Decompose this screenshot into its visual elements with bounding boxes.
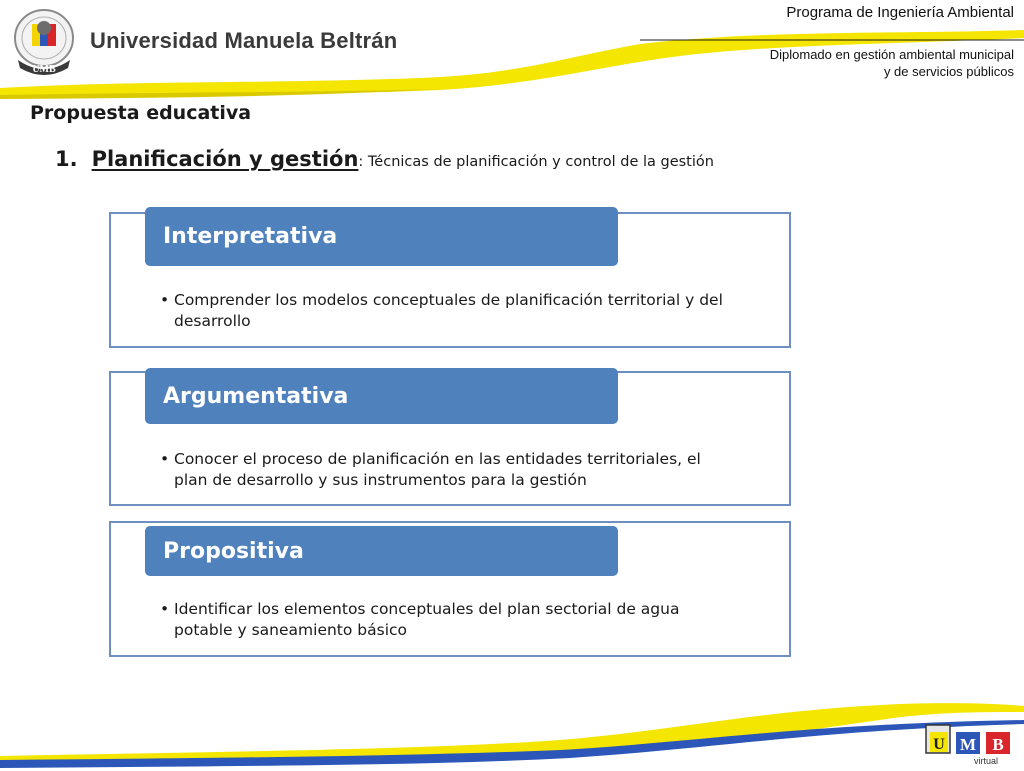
bullet-icon: • [160,291,170,309]
footer-swoosh [0,690,1024,768]
card-item-propositiva [160,599,730,641]
heading-number: 1. [55,147,78,171]
diplomado-label [770,46,1014,80]
badge-letter-m: M [959,735,977,754]
card-text-argumentativa: Conocer el proceso de planificación en las entidades territoriales, el plan de desarrollo y sus instrumentos para la gestión [174,450,701,489]
badge-letter-b: B [992,735,1004,754]
badge-letter-u: U [933,736,945,753]
diplomado-line-1: Diplomado en gestión ambiental municipal [769,47,1014,62]
program-name: Programa de Ingeniería Ambiental [786,4,1014,21]
topic-heading [55,147,714,171]
heading-main: Planificación y gestión [91,147,359,171]
diplomado-line-2: y de servicios públicos [883,64,1014,79]
card-item-argumentativa [160,449,730,491]
university-name: Universidad Manuela Beltrán [90,28,398,53]
logo-text: UMB [32,64,56,75]
umb-virtual-logo [922,722,1018,766]
heading-subtitle: : Técnicas de planificación y control de la gestión [358,154,714,170]
university-seal-logo [12,8,76,76]
bullet-icon: • [160,600,170,618]
card-title-interpretativa: Interpretativa [145,207,618,266]
section-title: Propuesta educativa [30,102,252,124]
bullet-icon: • [160,450,170,468]
badge-virtual-text: virtual [973,756,999,766]
card-title-argumentativa: Argumentativa [145,368,618,424]
umb-virtual-badge-icon [922,722,1018,766]
card-text-interpretativa: Comprender los modelos conceptuales de planificación territorial y del desarrollo [174,291,723,330]
card-title-propositiva: Propositiva [145,526,618,576]
card-text-propositiva: Identificar los elementos conceptuales del plan sectorial de agua potable y saneamiento básico [174,600,680,639]
card-item-interpretativa [160,290,730,332]
